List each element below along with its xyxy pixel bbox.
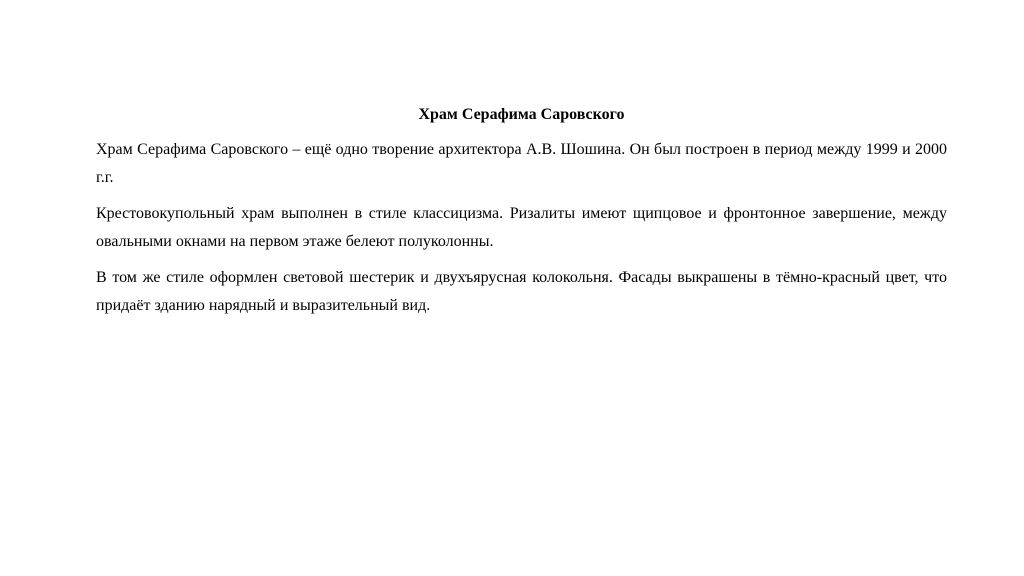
paragraph-3: В том же стиле оформлен световой шестерик и двухъярусная колокольня. Фасады выкрашены в тёмно-красный цвет, что придаёт зданию нарядный и выразительный вид. bbox=[96, 269, 947, 314]
paragraph-1: Храм Серафима Саровского – ещё одно творение архитектора А.В. Шошина. Он был построен в период между 1999 и 2000 г.г. bbox=[96, 141, 947, 186]
paragraph-2: Крестовокупольный храм выполнен в стиле классицизма. Ризалиты имеют щипцовое и фронтонное завершение, между овальными окнами на первом этаже белеют полуколонны. bbox=[96, 205, 947, 250]
document-title: Храм Серафима Саровского bbox=[418, 106, 625, 123]
document-page bbox=[96, 104, 947, 328]
